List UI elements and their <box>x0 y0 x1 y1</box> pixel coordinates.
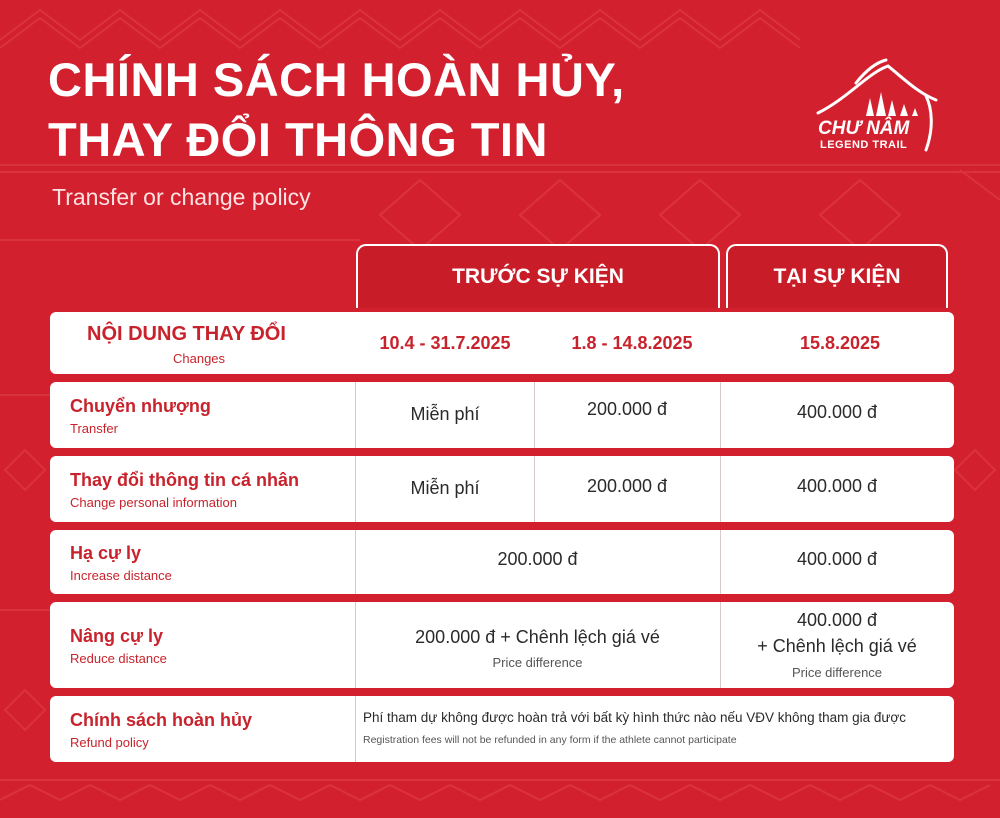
title-line-2: THAY ĐỔI THÔNG TIN <box>48 113 548 166</box>
changes-subtitle: Changes <box>173 351 226 366</box>
table-row <box>50 456 954 522</box>
row-cell: 400.000 đ <box>796 476 878 496</box>
row-label-sub: Transfer <box>70 421 118 436</box>
period-3: 15.8.2025 <box>799 333 881 353</box>
row-label: Nâng cự ly <box>70 626 164 646</box>
row-cell-merged: 200.000 đ + Chênh lệch giá vé <box>415 627 660 647</box>
row-label-sub: Reduce distance <box>70 651 167 666</box>
row-divider <box>355 696 356 762</box>
row-cell: 400.000 đ <box>796 402 878 422</box>
refund-policy-text-sub: Registration fees will not be refunded in any form if the athlete cannot participate <box>363 734 737 746</box>
row-cell: 400.000 đ <box>796 549 878 569</box>
row-cell-merged: 200.000 đ <box>497 549 578 569</box>
logo-wordmark: CHƯ NÂM <box>818 118 910 139</box>
row-cell-sub: Price difference <box>791 665 883 680</box>
table-row <box>50 602 954 688</box>
logo-tagline: LEGEND TRAIL <box>820 139 908 151</box>
header-before-event-label: TRƯỚC SỰ KIỆN <box>452 265 624 288</box>
refund-policy-text: Phí tham dự không được hoàn trả với bất kỳ hình thức nào nếu VĐV không tham gia được <box>363 710 907 725</box>
row-cell: Miễn phí <box>410 404 480 424</box>
table-row <box>50 530 954 594</box>
row-cell-line1: 400.000 đ <box>796 610 878 630</box>
row-label: Thay đổi thông tin cá nhân <box>70 470 299 490</box>
row-cell: Miễn phí <box>410 478 480 498</box>
row-label-sub: Change personal information <box>70 495 237 510</box>
changes-header-row <box>50 312 954 374</box>
table-row <box>50 696 954 762</box>
table-row <box>50 382 954 448</box>
header-before-event <box>356 244 720 308</box>
row-cell: 200.000 đ <box>586 476 668 496</box>
row-label: Chuyển nhượng <box>70 396 211 416</box>
period-1: 10.4 - 31.7.2025 <box>379 333 511 353</box>
page-title <box>48 50 625 170</box>
row-label-sub: Increase distance <box>70 568 172 583</box>
page-subtitle: Transfer or change policy <box>52 184 311 210</box>
row-cell-merged-sub: Price difference <box>492 655 583 670</box>
title-line-1: CHÍNH SÁCH HOÀN HỦY, <box>48 53 625 106</box>
header-during-event-label: TẠI SỰ KIỆN <box>773 265 901 288</box>
row-label: Chính sách hoàn hủy <box>70 710 253 730</box>
row-label-sub: Refund policy <box>70 735 149 750</box>
row-cell-line2: + Chênh lệch giá vé <box>757 636 917 656</box>
row-cell: 200.000 đ <box>586 399 668 419</box>
header-during-event <box>726 244 948 308</box>
changes-title: NỘI DUNG THAY ĐỔI <box>87 323 286 345</box>
period-2: 1.8 - 14.8.2025 <box>571 333 693 353</box>
row-label: Hạ cự ly <box>70 543 142 563</box>
